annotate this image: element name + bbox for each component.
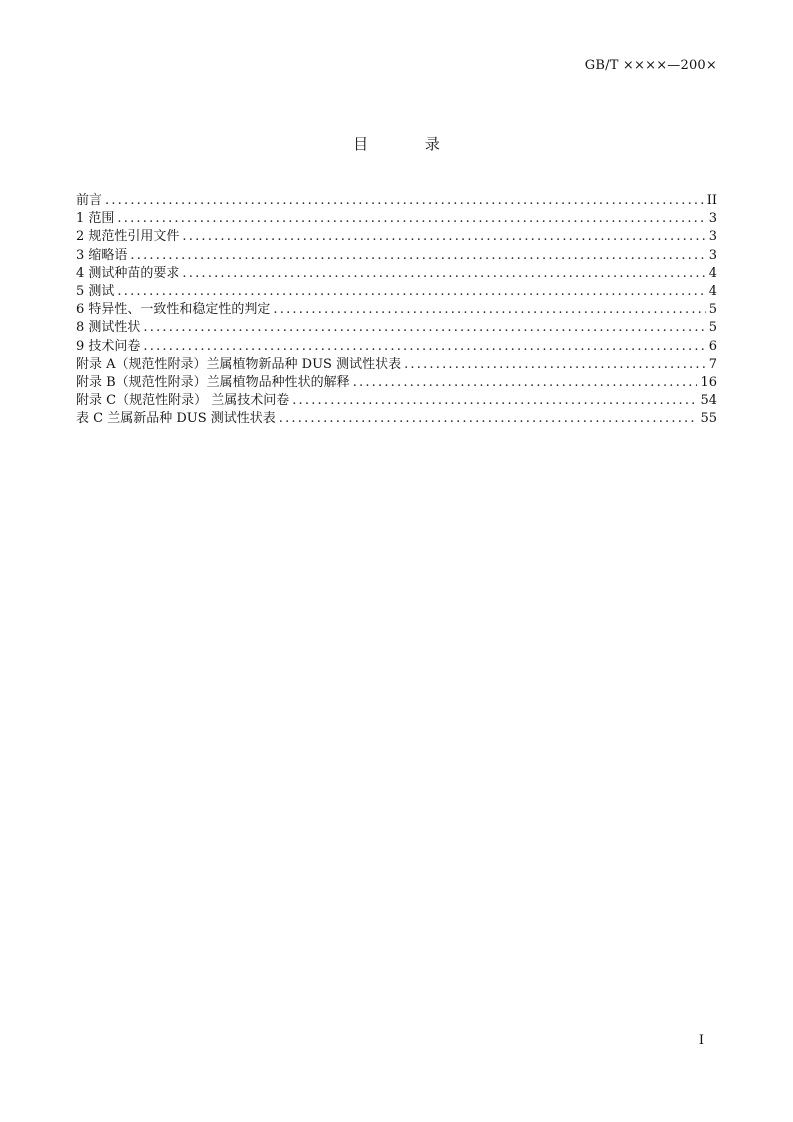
toc-entry-label: 8 测试性状 bbox=[76, 320, 141, 336]
toc-entry-appendix-c[interactable] bbox=[76, 392, 717, 410]
dot-leader bbox=[182, 265, 705, 283]
dot-leader bbox=[353, 374, 698, 392]
toc-entry-page: 5 bbox=[708, 302, 717, 318]
dot-leader bbox=[182, 228, 705, 246]
page-number: I bbox=[698, 1033, 704, 1048]
toc-entry-appendix-a[interactable] bbox=[76, 356, 717, 374]
toc-entry-technical-questionnaire[interactable] bbox=[76, 338, 717, 356]
toc-entry-label: 前言 bbox=[76, 193, 103, 208]
table-of-contents bbox=[76, 192, 717, 428]
toc-entry-label: 2 规范性引用文件 bbox=[76, 229, 180, 245]
toc-entry-page: 4 bbox=[708, 265, 717, 281]
toc-entry-scope[interactable] bbox=[76, 210, 717, 228]
dot-leader bbox=[130, 247, 705, 265]
toc-entry-label: 5 测试 bbox=[76, 283, 115, 299]
toc-entry-abbreviations[interactable] bbox=[76, 247, 717, 265]
toc-entry-label: 3 缩略语 bbox=[76, 247, 128, 263]
standard-code: GB/T ××××—200× bbox=[584, 58, 717, 73]
toc-entry-testing[interactable] bbox=[76, 283, 717, 301]
toc-entry-label: 附录 B（规范性附录）兰属植物品种性状的解释 bbox=[76, 374, 350, 390]
toc-entry-page: 7 bbox=[708, 356, 717, 372]
dot-leader bbox=[117, 210, 705, 228]
dot-leader bbox=[279, 410, 698, 428]
toc-entry-page: 54 bbox=[700, 393, 717, 409]
toc-entry-label: 附录 C（规范性附录） 兰属技术问卷 bbox=[76, 393, 290, 409]
toc-entry-page: 3 bbox=[708, 211, 717, 227]
dot-leader bbox=[143, 319, 705, 337]
dot-leader bbox=[404, 356, 706, 374]
toc-entry-normative-references[interactable] bbox=[76, 228, 717, 246]
toc-entry-page: 5 bbox=[708, 320, 717, 336]
toc-entry-label: 1 范围 bbox=[76, 211, 115, 227]
toc-entry-label: 4 测试种苗的要求 bbox=[76, 265, 180, 281]
dot-leader bbox=[143, 338, 705, 356]
toc-entry-seedling-requirements[interactable] bbox=[76, 265, 717, 283]
dot-leader bbox=[105, 192, 704, 210]
toc-entry-page: II bbox=[706, 193, 717, 208]
toc-entry-page: 4 bbox=[708, 283, 717, 299]
toc-entry-label: 9 技术问卷 bbox=[76, 338, 141, 354]
toc-entry-table-c[interactable] bbox=[76, 410, 717, 428]
toc-entry-dus-determination[interactable] bbox=[76, 301, 717, 319]
toc-entry-page: 6 bbox=[708, 338, 717, 354]
toc-title: 目 录 bbox=[353, 135, 466, 153]
toc-entry-label: 6 特异性、一致性和稳定性的判定 bbox=[76, 302, 271, 318]
toc-entry-page: 3 bbox=[708, 229, 717, 245]
toc-entry-page: 55 bbox=[700, 411, 717, 427]
toc-entry-preface[interactable] bbox=[76, 192, 717, 210]
toc-entry-page: 16 bbox=[700, 374, 717, 390]
dot-leader bbox=[292, 392, 697, 410]
toc-entry-label: 表 C 兰属新品种 DUS 测试性状表 bbox=[76, 411, 276, 427]
toc-entry-appendix-b[interactable] bbox=[76, 374, 717, 392]
toc-entry-test-characteristics[interactable] bbox=[76, 319, 717, 337]
dot-leader bbox=[273, 301, 705, 319]
dot-leader bbox=[117, 283, 705, 301]
toc-entry-label: 附录 A（规范性附录）兰属植物新品种 DUS 测试性状表 bbox=[76, 356, 402, 372]
toc-entry-page: 3 bbox=[708, 247, 717, 263]
